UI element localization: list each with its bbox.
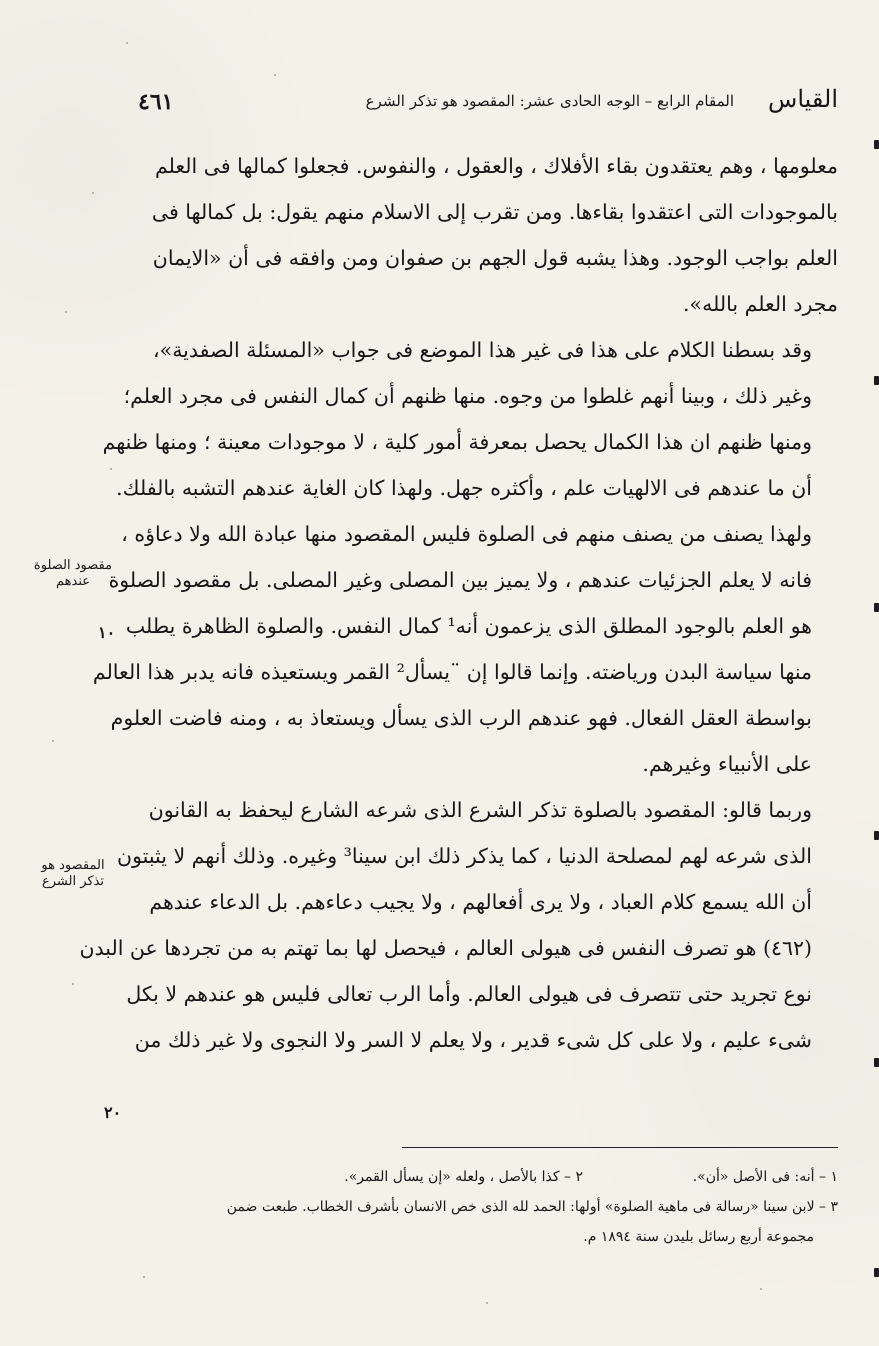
paragraph-4-line-6: شىء عليم ، ولا على كل شىء قدير ، ولا يعلم لا السر ولا النجوى ولا غير ذلك من	[134, 1028, 812, 1052]
page-edge-mark	[874, 603, 879, 612]
paragraph-4-line-3: أن الله يسمع كلام العباد ، ولا يرى أفعالهم ، ولا يجيب دعاءهم. بل الدعاء عندهم	[149, 890, 812, 914]
page-edge-mark	[874, 831, 879, 840]
paragraph-2-line-3: ومنها ظنهم ان هذا الكمال يحصل بمعرفة أمور كلية ، لا موجودات معينة ؛ ومنها ظنهم	[102, 430, 812, 454]
margin-note-prayer-purpose: مقصود الصلوة عندهم	[33, 558, 113, 589]
paragraph-3-line-2: فانه لا يعلم الجزئيات عندهم ، ولا يميز بين المصلى وغير المصلى. بل مقصود الصلوة	[108, 568, 812, 592]
paragraph-4-line-2: الذى شرعه لهم لمصلحة الدنيا ، كما يذكر ذلك ابن سينا³ وغيره. وذلك أنهم لا يثبتون	[117, 844, 812, 868]
paragraph-1-line-1: معلومها ، وهم يعتقدون بقاء الأفلاك ، والعقول ، والنفوس. فجعلوا كمالها فى العلم	[154, 154, 838, 178]
paper-speck	[486, 1302, 488, 1304]
footnote-3: ٣ – لابن سينا «رسالة فى ماهية الصلوة» أولها: الحمد لله الذى خص الانسان بأشرف الخطاب. طبعت ضمن	[226, 1199, 838, 1215]
paragraph-2-line-2: وغير ذلك ، وبينا أنهم غلطوا من وجوه. منها ظنهم أن كمال النفس فى مجرد العلم؛	[123, 384, 812, 408]
footnotes	[138, 1162, 838, 1252]
paragraph-4-line-5: نوع تجريد حتى تتصرف فى هيولى العالم. وأما الرب تعالى فليس هو عندهم لا بكل	[126, 982, 812, 1006]
paper-speck	[65, 311, 67, 313]
margin-note-remembering-law: المقصود هو تذكر الشرع	[41, 858, 105, 889]
footnote-separator	[402, 1147, 838, 1148]
page-edge-mark	[874, 140, 879, 149]
paragraph-4-line-1: وربما قالو: المقصود بالصلوة تذكر الشرع الذى شرعه الشارع ليحفظ به القانون	[148, 798, 812, 822]
paragraph-3-line-6: على الأنبياء وغيرهم.	[642, 752, 812, 776]
paragraph-1-line-3: العلم بواجب الوجود. وهذا يشبه قول الجهم بن صفوان ومن وافقه فى أن «الايمان	[152, 246, 838, 270]
paragraph-4-line-4: (٤٦٢) هو تصرف النفس فى هيولى العالم ، فيحصل لها بما تهتم به من تجردها عن البدن	[79, 936, 812, 960]
running-head: المقام الرابع – الوجه الحادى عشر: المقصود هو تذكر الشرع	[365, 92, 734, 110]
paper-speck	[52, 740, 54, 742]
paragraph-1-line-2: بالموجودات التى اعتقدوا بقاءها. ومن تقرب إلى الاسلام منهم يقول: بل كمالها فى	[151, 200, 838, 224]
paper-speck	[274, 74, 276, 76]
paragraph-1-line-4: مجرد العلم بالله».	[683, 292, 838, 316]
paragraph-4	[79, 787, 838, 1063]
paragraph-3-line-5: بواسطة العقل الفعال. فهو عندهم الرب الذى يسأل ويستعاذ به ، ومنه فاضت العلوم	[110, 706, 812, 730]
paragraph-3-line-1: ولهذا يصنف من يصنف منهم فى الصلوة فليس المقصود منها عبادة الله ولا دعاؤه ،	[121, 522, 812, 546]
page-number: ٤٦١	[138, 89, 174, 115]
page-edge-mark	[874, 1058, 879, 1067]
paper-speck	[110, 468, 112, 470]
paragraph-2-line-1: وقد بسطنا الكلام على هذا فى غير هذا الموضع فى جواب «المسئلة الصفدية»،	[153, 338, 812, 362]
footnote-row-2	[138, 1192, 838, 1222]
footnote-row-1	[138, 1162, 838, 1192]
paragraph-2	[102, 327, 838, 511]
footnote-3-continuation: مجموعة أربع رسائل بليدن سنة ١٨٩٤ م.	[583, 1229, 814, 1245]
page-header	[138, 86, 838, 116]
paragraph-3-line-3: هو العلم بالوجود المطلق الذى يزعمون أنه¹ كمال النفس. والصلوة الظاهرة يطلب	[125, 614, 812, 638]
line-number-20: ٢٠	[104, 1103, 122, 1122]
paper-speck	[126, 42, 128, 44]
footnote-1: ١ – أنه: فى الأصل «أن».	[692, 1169, 838, 1185]
footnote-row-3	[138, 1222, 838, 1252]
page-edge-mark	[874, 1268, 879, 1277]
page-edge-mark	[874, 376, 879, 385]
header-title: القياس	[768, 85, 838, 113]
line-number-10: ١٠	[98, 623, 116, 642]
paragraph-1	[138, 143, 838, 327]
paragraph-3-line-4: منها سياسة البدن ورياضته. وإنما قالوا إن ¨يسأل² القمر ويستعيذه فانه يدبر هذا العالم	[92, 660, 812, 684]
paper-speck	[72, 983, 74, 985]
paper-speck	[760, 1288, 762, 1290]
paper-speck	[92, 192, 94, 194]
paragraph-2-line-4: أن ما عندهم فى الالهيات علم ، وأكثره جهل. ولهذا كان الغاية عندهم التشبه بالفلك.	[116, 476, 812, 500]
footnote-2: ٢ – كذا بالأصل ، ولعله «إن يسأل القمر».	[344, 1169, 583, 1185]
paper-speck	[143, 1276, 145, 1278]
